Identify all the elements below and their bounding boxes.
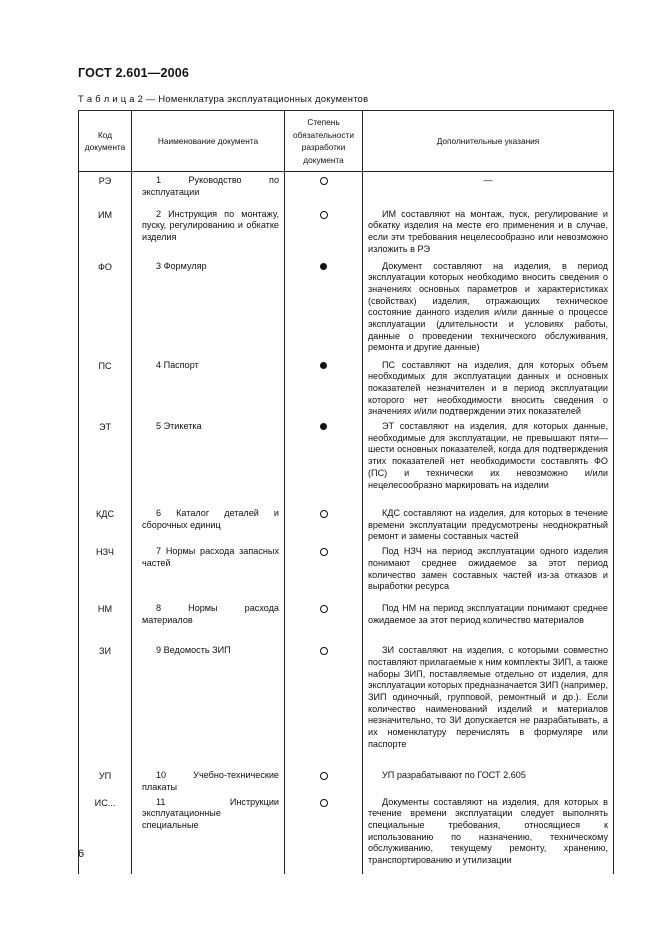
table-header-row [79, 111, 614, 172]
document-name: 2 Инструкция по монтажу, пуску, регулированию и обкатке изделия [132, 206, 285, 258]
document-header: ГОСТ 2.601—2006 [78, 66, 190, 80]
document-code: КДС [79, 505, 132, 543]
document-note: УП разрабатывают по ГОСТ 2.605 [363, 767, 614, 793]
degree-cell [285, 206, 363, 258]
table-row [79, 357, 614, 419]
document-code: НМ [79, 600, 132, 642]
document-code: ФО [79, 258, 132, 357]
table-row [79, 172, 614, 206]
document-note: Под НМ на период эксплуатации понимают среднее ожидаемое за этот период количество материалов [363, 600, 614, 642]
table-row [79, 794, 614, 874]
degree-cell [285, 543, 363, 600]
table-body [79, 172, 614, 874]
table-row [79, 418, 614, 505]
document-name: 11 Инструкции эксплуатационные специальные [132, 794, 285, 874]
table-row [79, 642, 614, 767]
document-note: КДС составляют на изделия, для которых в течение времени эксплуатации предусмотрены неоднократный ремонт и замены составных частей [363, 505, 614, 543]
document-name: 3 Формуляр [132, 258, 285, 357]
degree-cell [285, 767, 363, 793]
document-name: 8 Нормы расхода материалов [132, 600, 285, 642]
document-note: Под НЗЧ на период эксплуатации одного изделия понимают среднее ожидаемое за этот период количество замен составных частей из-за отказов и выработки ресурса [363, 543, 614, 600]
header-degree: Степень обязательности разработки документа [285, 111, 363, 172]
document-name: 6 Каталог деталей и сборочных единиц [132, 505, 285, 543]
table-row [79, 505, 614, 543]
document-name: 1 Руководство по эксплуатации [132, 172, 285, 206]
documents-table-container [78, 110, 613, 874]
document-code: ИМ [79, 206, 132, 258]
open-circle-icon [320, 647, 328, 655]
document-name: 7 Нормы расхода запасных частей [132, 543, 285, 600]
header-code: Код документа [79, 111, 132, 172]
degree-cell [285, 505, 363, 543]
document-code: ЭТ [79, 418, 132, 505]
degree-cell [285, 600, 363, 642]
document-name: 5 Этикетка [132, 418, 285, 505]
document-note: Документы составляют на изделия, для которых в течение времени эксплуатации следует выполнять специальные требования, относящиеся к использованию по назначению, техническому обслуживанию, текущему ремонту, хранению, транспортированию и утилизации [363, 794, 614, 874]
degree-cell [285, 642, 363, 767]
document-note: ЗИ составляют на изделия, с которыми совместно поставляют прилагаемые к ним комплекты ЗИП, а также наборы ЗИП, поставляемые отдельно от изделия, для эксплуатации которых предназначается ЗИП (например, ЗИП одиночный, групповой, ремонтный и др.). Если количество наименований изделий и материалов незначительно, то ЗИ допускается не разрабатывать, а их номенклатуру перечислять в формуляре или паспорте [363, 642, 614, 767]
header-notes: Дополнительные указания [363, 111, 614, 172]
document-note: — [363, 172, 614, 206]
filled-circle-icon [320, 263, 327, 270]
document-name: 9 Ведомость ЗИП [132, 642, 285, 767]
open-circle-icon [320, 211, 328, 219]
document-note: ИМ составляют на монтаж, пуск, регулирование и обкатку изделия на месте его применения и в случае, если эти требования нецелесообразно или невозможно изложить в РЭ [363, 206, 614, 258]
table-row [79, 767, 614, 793]
page-number: 6 [78, 848, 85, 860]
filled-circle-icon [320, 362, 327, 369]
operational-documents-table [78, 110, 614, 874]
degree-cell [285, 172, 363, 206]
header-name: Наименование документа [132, 111, 285, 172]
open-circle-icon [320, 772, 328, 780]
open-circle-icon [320, 799, 328, 807]
document-name: 10 Учебно-технические плакаты [132, 767, 285, 793]
document-note: Документ составляют на изделия, в период эксплуатации которых необходимо вносить сведения о значениях основных параметров и характеристиках (свойствах) изделия, отражающих техническое состояние данного изделия и/или данные о процессе эксплуатации (длительности и условиях работы, данные о проведении технического обслуживания, ремонта и другие данные) [363, 258, 614, 357]
open-circle-icon [320, 548, 328, 556]
table-row [79, 600, 614, 642]
degree-cell [285, 258, 363, 357]
open-circle-icon [320, 510, 328, 518]
document-code: НЗЧ [79, 543, 132, 600]
document-note: ПС составляют на изделия, для которых объем необходимых для эксплуатации данных и основных показателей незначителен и в период эксплуатации которого нет необходимости вносить сведения о значениях и/или подтверждении этих показателей [363, 357, 614, 419]
document-code: ЗИ [79, 642, 132, 767]
degree-cell [285, 357, 363, 419]
table-row [79, 543, 614, 600]
document-code: РЭ [79, 172, 132, 206]
degree-cell [285, 794, 363, 874]
open-circle-icon [320, 605, 328, 613]
document-code: ПС [79, 357, 132, 419]
open-circle-icon [320, 177, 328, 185]
document-note: ЭТ составляют на изделия, для которых данные, необходимые для эксплуатации, не превышают пяти—шести основных показателей, когда для подтверждения этих показателей нет необходимости составлять ФО (ПС) и технически их невозможно и/или нецелесообразно маркировать на изделии [363, 418, 614, 505]
table-row [79, 206, 614, 258]
degree-cell [285, 418, 363, 505]
document-name: 4 Паспорт [132, 357, 285, 419]
table-caption: Т а б л и ц а 2 — Номенклатура эксплуатационных документов [78, 94, 369, 104]
filled-circle-icon [320, 423, 327, 430]
document-code: УП [79, 767, 132, 793]
document-code: ИС... [79, 794, 132, 874]
table-row [79, 258, 614, 357]
